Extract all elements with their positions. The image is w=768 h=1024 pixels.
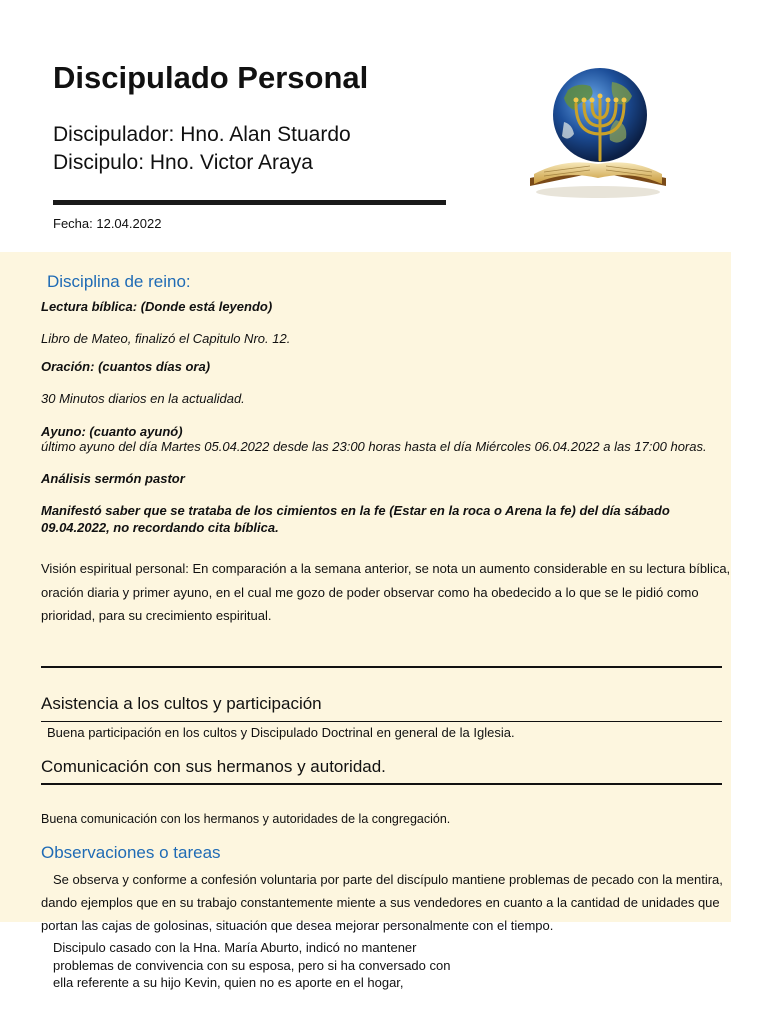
comunicacion-heading: Comunicación con sus hermanos y autoridad. [41,757,386,776]
lectura-value: Libro de Mateo, finalizó el Capitulo Nro. 12. [41,331,291,346]
discipulo-line: Discipulo: Hno. Victor Araya [53,151,313,174]
asistencia-divider [41,721,722,722]
lectura-label: Lectura bíblica: (Donde está leyendo) [41,299,273,314]
observaciones-body: Se observa y conforme a confesión voluntaria por parte del discípulo mantiene problemas de pecado con la mentira, dando ejemplos que en su trabajo constantemente miente a sus vendedores en cuanto a la cantidad de unidades que portan las cajas de golosinas, situación que desea mejorar personalmente con el tiempo. [41,872,723,933]
document-title: Discipulado Personal [53,60,369,95]
header-divider [53,200,446,205]
ayuno-label: Ayuno: (cuanto ayunó) [41,424,183,439]
section-divider [41,666,722,668]
observaciones-extra: Discipulo casado con la Hna. María Aburto, indicó no mantener problemas de convivencia con su esposa, pero si ha conversado con ella referente a su hijo Kevin, quien no es aporte en el hogar, [53,940,451,990]
asistencia-body: Buena participación en los cultos y Discipulado Doctrinal en general de la Iglesia. [47,725,515,740]
ayuno-value: último ayuno del día Martes 05.04.2022 desde las 23:00 horas hasta el día Miércoles 06.04.2022 a las 17:00 horas. [41,439,707,454]
comunicacion-divider [41,783,722,785]
oracion-label: Oración: (cuantos días ora) [41,359,211,374]
asistencia-heading: Asistencia a los cultos y participación [41,694,322,713]
comunicacion-body: Buena comunicación con los hermanos y autoridades de la congregación. [41,812,451,826]
disciplina-heading: Disciplina de reino: [47,272,191,291]
oracion-value: 30 Minutos diarios en la actualidad. [41,391,245,406]
fecha-line: Fecha: 12.04.2022 [53,216,162,231]
sermon-label: Análisis sermón pastor [41,471,185,486]
sermon-value: Manifestó saber que se trataba de los cimientos en la fe (Estar en la roca o Arena la fe) del día sábado 09.04.2022, no recordando cita bíblica. [41,503,670,535]
vision-paragraph: Visión espiritual personal: En comparación a la semana anterior, se nota un aumento considerable en su lectura bíblica, oración diaria y primer ayuno, en el cual me gozo de poder observar como ha obedecido a lo que se le pidió como prioridad, para su crecimiento espiritual. [41,561,731,623]
discipulador-line: Discipulador: Hno. Alan Stuardo [53,123,351,146]
globe-menorah-bible-icon [524,60,672,200]
observaciones-heading: Observaciones o tareas [41,843,221,862]
